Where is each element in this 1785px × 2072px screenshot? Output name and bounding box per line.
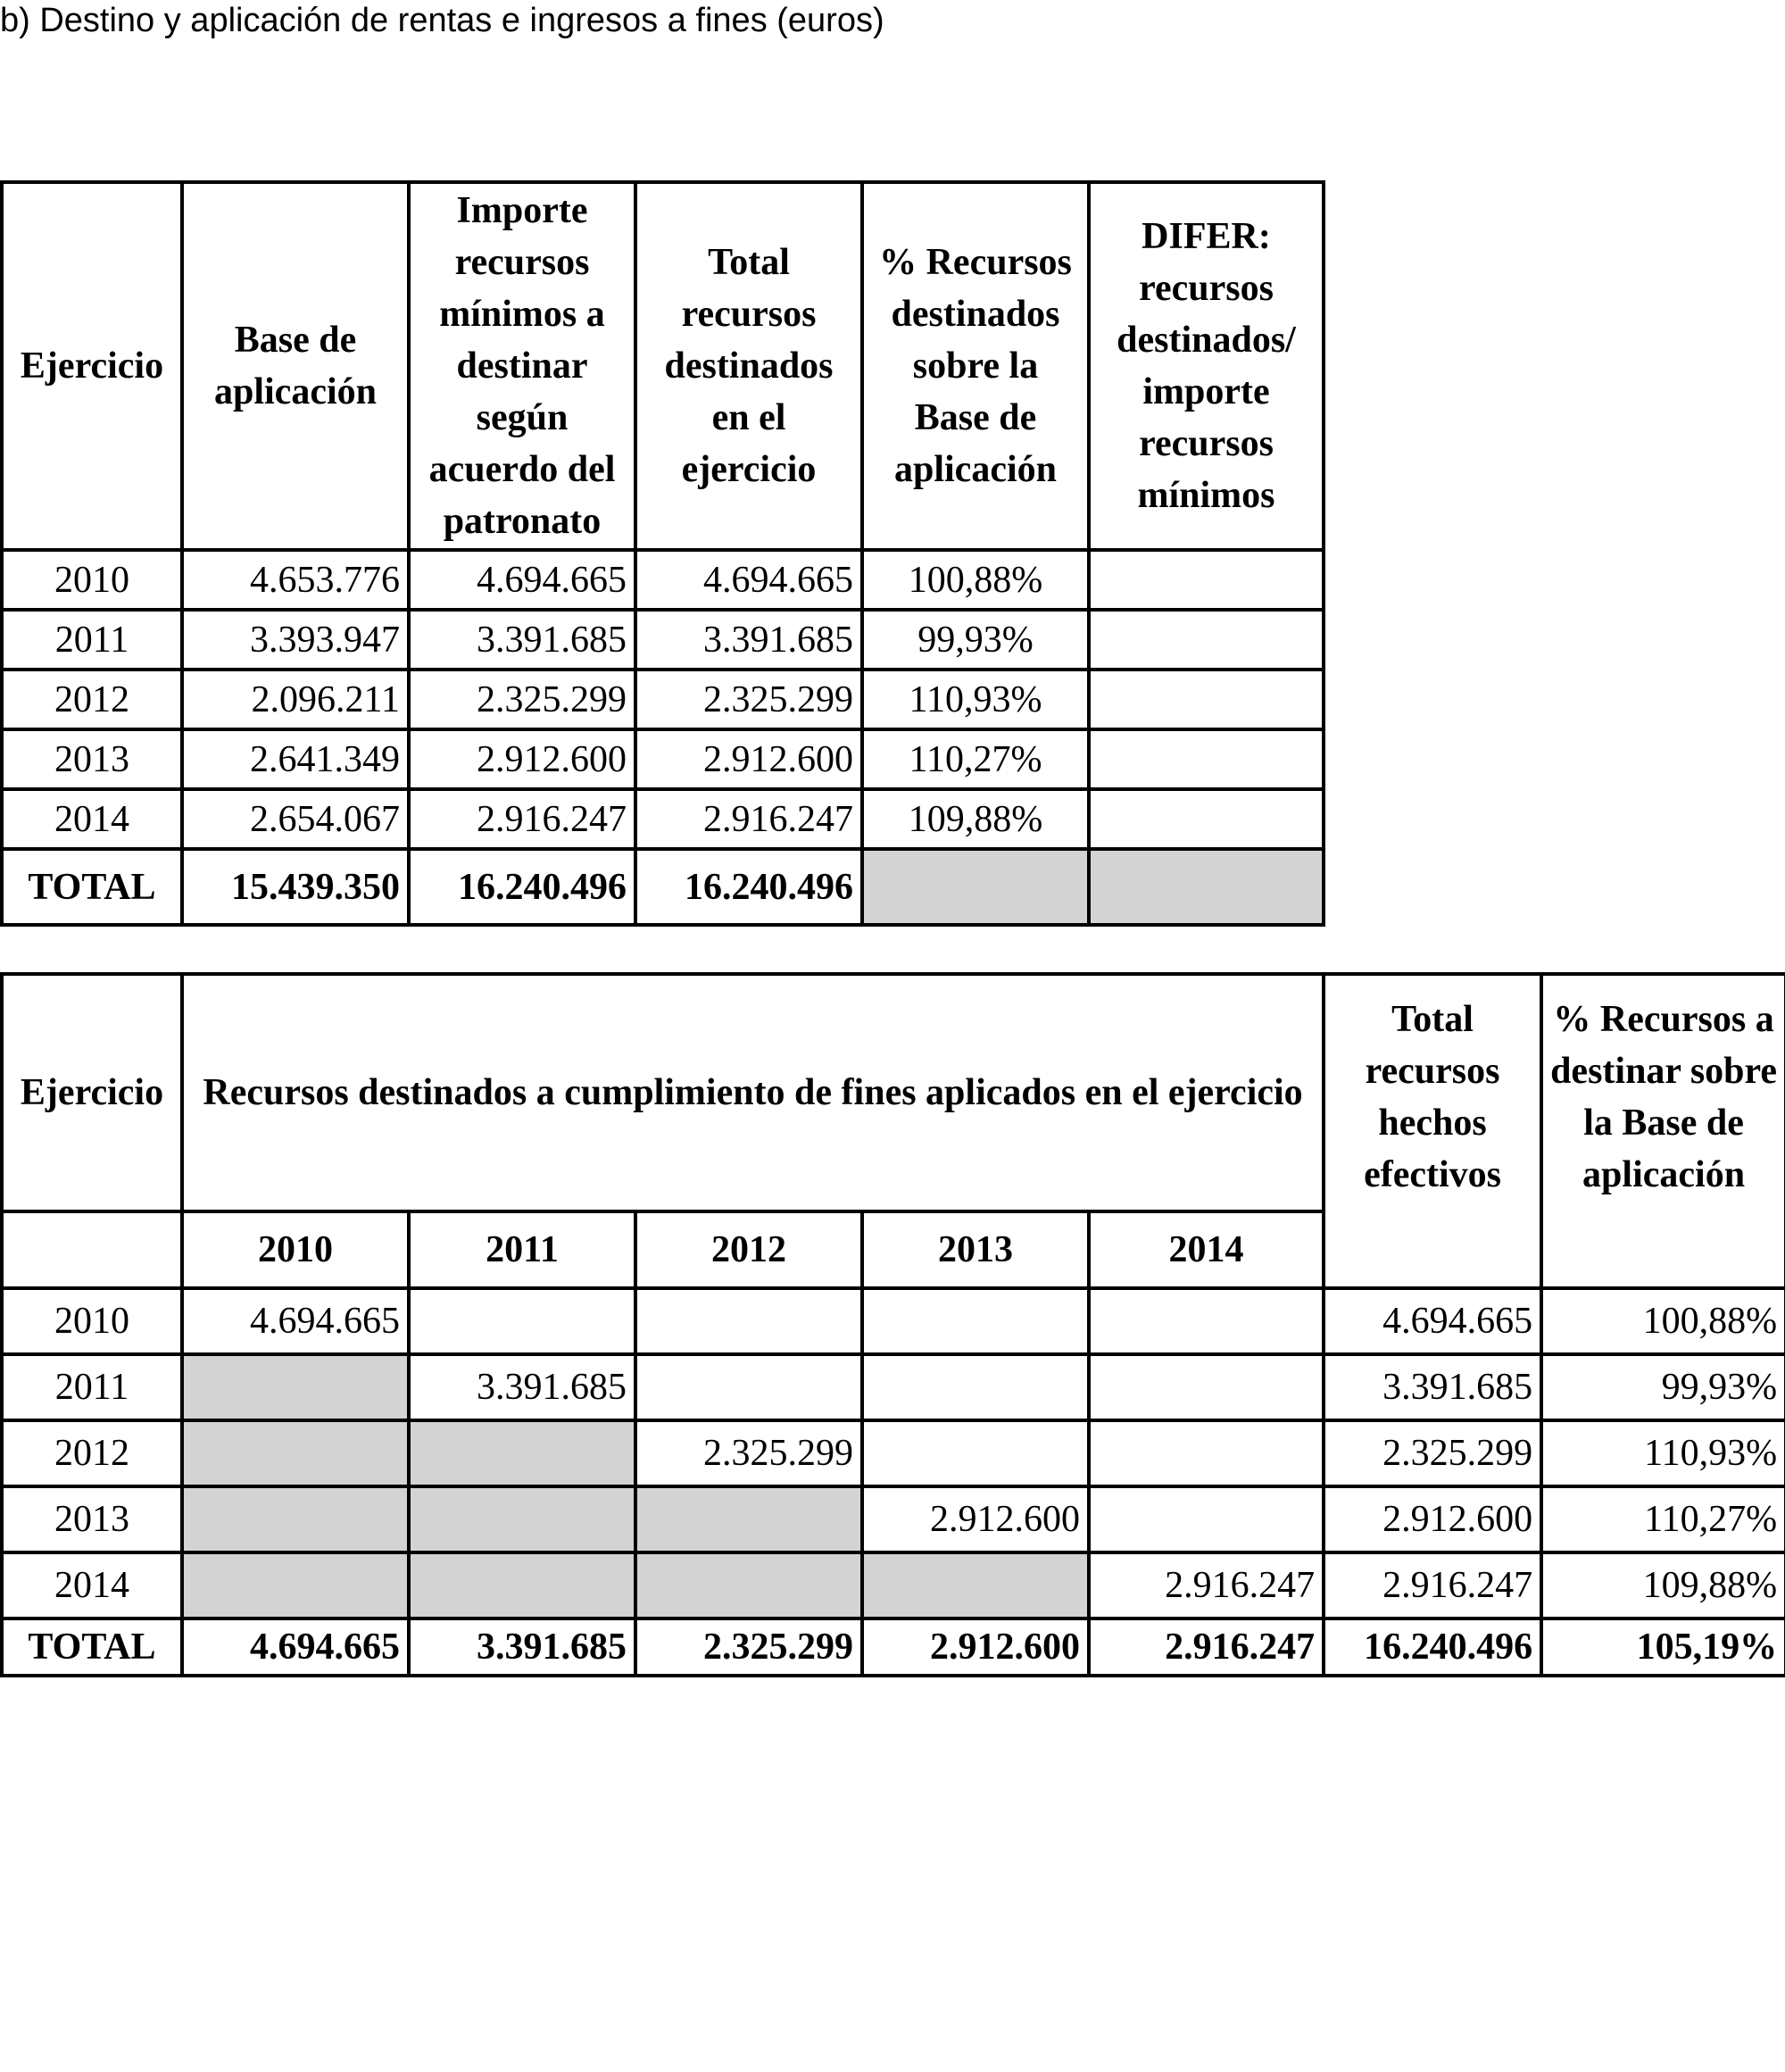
shaded-cell bbox=[182, 1552, 409, 1618]
year-cell: 2014 bbox=[2, 789, 182, 849]
base-cell: 2.096.211 bbox=[182, 670, 409, 729]
base-cell: 2.641.349 bbox=[182, 729, 409, 789]
total-label: TOTAL bbox=[2, 1618, 182, 1676]
year-header: 2014 bbox=[1089, 1211, 1324, 1288]
minimo-cell: 2.912.600 bbox=[409, 729, 635, 789]
pct-cell: 100,88% bbox=[1541, 1288, 1785, 1354]
shaded-cell bbox=[182, 1486, 409, 1552]
shaded-cell bbox=[862, 1552, 1089, 1618]
value-cell: 3.391.685 bbox=[409, 1354, 635, 1420]
total-value-cell: 4.694.665 bbox=[182, 1618, 409, 1676]
total-value-cell: 3.391.685 bbox=[409, 1618, 635, 1676]
header-recursos-destinados: Recursos destinados a cumplimiento de fines aplicados en el ejercicio bbox=[182, 974, 1324, 1211]
year-header: 2013 bbox=[862, 1211, 1089, 1288]
total-cell: 2.916.247 bbox=[1324, 1552, 1541, 1618]
pct-cell: 110,27% bbox=[862, 729, 1089, 789]
shaded-cell bbox=[1089, 849, 1324, 925]
pct-cell: 109,88% bbox=[862, 789, 1089, 849]
header-total-destinados: Total recursos destinados en el ejercicio bbox=[635, 182, 862, 550]
year-cell: 2013 bbox=[2, 1486, 182, 1552]
total-row bbox=[2, 1618, 1785, 1676]
shaded-cell bbox=[862, 849, 1089, 925]
difer-cell bbox=[1089, 670, 1324, 729]
value-cell bbox=[409, 1288, 635, 1354]
value-cell bbox=[635, 1288, 862, 1354]
header-ejercicio: Ejercicio bbox=[2, 974, 182, 1211]
destinado-cell: 2.916.247 bbox=[635, 789, 862, 849]
destinado-cell: 2.912.600 bbox=[635, 729, 862, 789]
value-cell bbox=[1089, 1288, 1324, 1354]
minimo-cell: 2.916.247 bbox=[409, 789, 635, 849]
year-header: 2010 bbox=[182, 1211, 409, 1288]
value-cell bbox=[635, 1354, 862, 1420]
destinado-cell: 2.325.299 bbox=[635, 670, 862, 729]
total-value-cell: 2.916.247 bbox=[1089, 1618, 1324, 1676]
total-value-cell: 2.325.299 bbox=[635, 1618, 862, 1676]
total-pct-cell: 105,19% bbox=[1541, 1618, 1785, 1676]
aplicacion-by-year-table bbox=[0, 972, 1785, 1677]
shaded-cell bbox=[409, 1552, 635, 1618]
total-cell: 2.325.299 bbox=[1324, 1420, 1541, 1486]
value-cell bbox=[1089, 1420, 1324, 1486]
total-cell: 3.391.685 bbox=[1324, 1354, 1541, 1420]
table-row bbox=[2, 729, 1324, 789]
total-minimo: 16.240.496 bbox=[409, 849, 635, 925]
year-cell: 2013 bbox=[2, 729, 182, 789]
value-cell: 4.694.665 bbox=[182, 1288, 409, 1354]
base-cell: 4.653.776 bbox=[182, 550, 409, 610]
value-cell bbox=[862, 1288, 1089, 1354]
total-label: TOTAL bbox=[2, 849, 182, 925]
year-cell: 2011 bbox=[2, 610, 182, 670]
header-total-hechos-efectivos: Total recursos hechos efectivos bbox=[1324, 974, 1541, 1288]
value-cell bbox=[1089, 1354, 1324, 1420]
value-cell bbox=[862, 1354, 1089, 1420]
value-cell bbox=[1089, 1486, 1324, 1552]
table-row bbox=[2, 670, 1324, 729]
shaded-cell bbox=[409, 1486, 635, 1552]
minimo-cell: 3.391.685 bbox=[409, 610, 635, 670]
table-row bbox=[2, 1354, 1785, 1420]
total-base: 15.439.350 bbox=[182, 849, 409, 925]
difer-cell bbox=[1089, 550, 1324, 610]
year-header: 2012 bbox=[635, 1211, 862, 1288]
shaded-cell bbox=[635, 1552, 862, 1618]
year-cell: 2011 bbox=[2, 1354, 182, 1420]
header-base-aplicacion: Base de aplicación bbox=[182, 182, 409, 550]
value-cell: 2.912.600 bbox=[862, 1486, 1089, 1552]
value-cell: 2.325.299 bbox=[635, 1420, 862, 1486]
pct-cell: 110,27% bbox=[1541, 1486, 1785, 1552]
shaded-cell bbox=[409, 1420, 635, 1486]
table-row bbox=[2, 789, 1324, 849]
pct-cell: 110,93% bbox=[862, 670, 1089, 729]
year-cell: 2010 bbox=[2, 1288, 182, 1354]
value-cell: 2.916.247 bbox=[1089, 1552, 1324, 1618]
table-row bbox=[2, 1420, 1785, 1486]
header-pct-a-destinar: % Recursos a destinar sobre la Base de aplicación bbox=[1541, 974, 1785, 1288]
year-cell: 2014 bbox=[2, 1552, 182, 1618]
grand-total-cell: 16.240.496 bbox=[1324, 1618, 1541, 1676]
base-cell: 2.654.067 bbox=[182, 789, 409, 849]
table-row bbox=[2, 1288, 1785, 1354]
minimo-cell: 4.694.665 bbox=[409, 550, 635, 610]
total-value-cell: 2.912.600 bbox=[862, 1618, 1089, 1676]
shaded-cell bbox=[182, 1354, 409, 1420]
destinado-cell: 3.391.685 bbox=[635, 610, 862, 670]
pct-cell: 110,93% bbox=[1541, 1420, 1785, 1486]
shaded-cell bbox=[182, 1420, 409, 1486]
shaded-cell bbox=[635, 1486, 862, 1552]
total-destinado: 16.240.496 bbox=[635, 849, 862, 925]
difer-cell bbox=[1089, 789, 1324, 849]
base-cell: 3.393.947 bbox=[182, 610, 409, 670]
empty-cell bbox=[2, 1211, 182, 1288]
pct-cell: 99,93% bbox=[1541, 1354, 1785, 1420]
pct-cell: 109,88% bbox=[1541, 1552, 1785, 1618]
year-cell: 2010 bbox=[2, 550, 182, 610]
minimo-cell: 2.325.299 bbox=[409, 670, 635, 729]
header-difer: DIFER: recursos destinados/ importe recursos mínimos bbox=[1089, 182, 1324, 550]
difer-cell bbox=[1089, 729, 1324, 789]
year-cell: 2012 bbox=[2, 670, 182, 729]
header-pct-recursos: % Recursos destinados sobre la Base de aplicación bbox=[862, 182, 1089, 550]
section-caption: b) Destino y aplicación de rentas e ingresos a fines (euros) bbox=[0, 2, 884, 39]
total-cell: 2.912.600 bbox=[1324, 1486, 1541, 1552]
difer-cell bbox=[1089, 610, 1324, 670]
pct-cell: 99,93% bbox=[862, 610, 1089, 670]
table-row bbox=[2, 610, 1324, 670]
value-cell bbox=[862, 1420, 1089, 1486]
table-header-row bbox=[2, 182, 1324, 550]
total-row bbox=[2, 849, 1324, 925]
header-importe-minimo: Importe recursos mínimos a destinar según acuerdo del patronato bbox=[409, 182, 635, 550]
total-cell: 4.694.665 bbox=[1324, 1288, 1541, 1354]
destino-summary-table bbox=[0, 180, 1325, 927]
header-ejercicio: Ejercicio bbox=[2, 182, 182, 550]
table-row bbox=[2, 1486, 1785, 1552]
pct-cell: 100,88% bbox=[862, 550, 1089, 610]
table-row bbox=[2, 1552, 1785, 1618]
year-cell: 2012 bbox=[2, 1420, 182, 1486]
table-row bbox=[2, 550, 1324, 610]
year-header: 2011 bbox=[409, 1211, 635, 1288]
destinado-cell: 4.694.665 bbox=[635, 550, 862, 610]
table-header-row bbox=[2, 974, 1785, 1211]
